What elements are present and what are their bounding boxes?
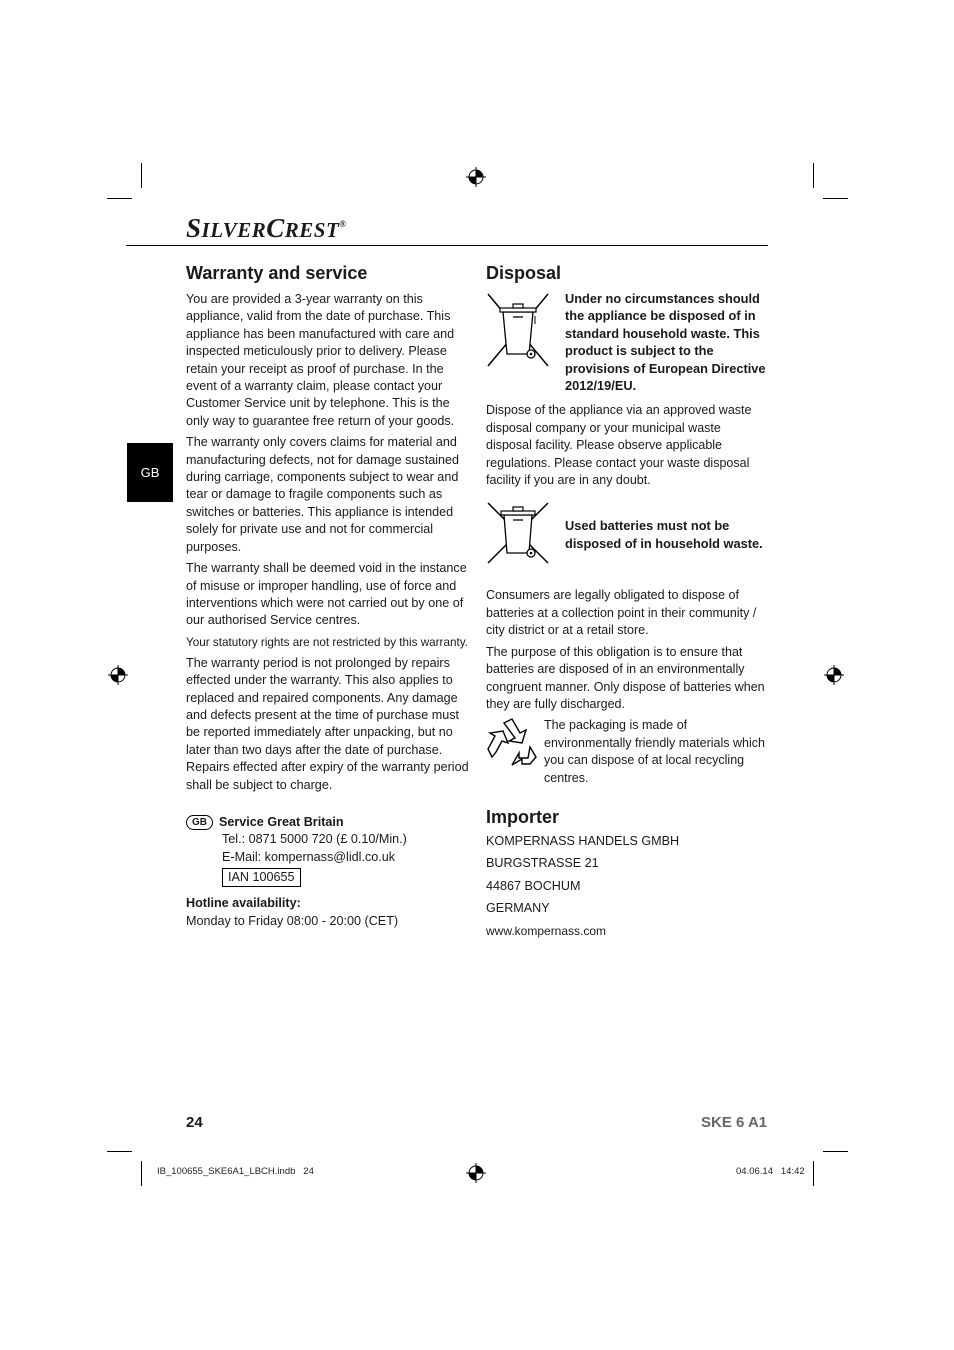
registration-mark-icon — [466, 167, 486, 187]
crop-mark — [813, 163, 814, 188]
packaging-note — [486, 717, 770, 787]
battery-warning-text: Used batteries must not be disposed of in household waste. — [565, 518, 763, 551]
print-slug-date: 04.06.14 14:42 — [736, 1166, 805, 1177]
disposal-paragraph: Dispose of the appliance via an approved waste disposal company or your municipal waste disposal facility. Please observe applicable regulations. Please contact your waste disposal facility if you are in any doubt. — [486, 403, 752, 488]
service-email: E-Mail: kompernass@lidl.co.uk — [222, 849, 396, 864]
language-tab: GB — [127, 443, 173, 502]
importer-title: Importer — [486, 806, 560, 827]
print-slug-file: IB_100655_SKE6A1_LBCH.indb 24 — [157, 1166, 314, 1177]
importer-website: www.kompernass.com — [486, 923, 607, 938]
crossed-bin-icon — [486, 501, 552, 567]
ian-number: IAN 100655 — [222, 868, 301, 887]
model-number: SKE 6 A1 — [701, 1114, 768, 1131]
registration-mark-icon — [824, 665, 844, 685]
crop-mark — [823, 1151, 848, 1152]
importer-line: BURGSTRASSE 21 — [486, 856, 599, 871]
crop-mark — [107, 198, 132, 199]
disposal-warning-text: Under no circumstances should the appliance be disposed of in standard household waste. This product is subject to the provisions of European Directive 2012/19/EU. — [565, 291, 766, 394]
battery-paragraph: Consumers are legally obligated to dispose of batteries at a collection point in their community / city district or at a retail store. — [486, 588, 757, 638]
packaging-text: The packaging is made of environmentally friendly materials which you can dispose of at local recycling centres. — [544, 718, 765, 785]
warranty-paragraph: Your statutory rights are not restricted by this warranty. — [186, 635, 468, 649]
importer-line: GERMANY — [486, 901, 550, 916]
warranty-paragraph: The warranty period is not prolonged by repairs effected under the warranty. This also applies to replaced and repaired components. Any damage and defects present at the time of purchase must be reported immediately after unpacking, but no later than two days after the date of purchase. Repairs effected after expiry of the warranty period shall be subject to charge. — [186, 655, 469, 792]
crop-mark — [141, 163, 142, 188]
warranty-paragraph: The warranty shall be deemed void in the instance of misuse or improper handling, use of force and interventions which were not carried out by one of our authorised Service centres. — [186, 561, 467, 628]
warranty-section — [186, 263, 470, 930]
disposal-section — [486, 263, 770, 944]
brand-logo: SILVERCREST® — [186, 213, 347, 243]
disposal-warning — [486, 290, 770, 394]
importer-line: 44867 BOCHUM — [486, 878, 581, 893]
header-rule — [126, 245, 768, 246]
country-badge: GB — [186, 815, 213, 830]
service-block — [186, 814, 470, 930]
service-heading: Service Great Britain — [219, 814, 344, 829]
warranty-paragraph: The warranty only covers claims for material and manufacturing defects, not for damage sustained during carriage, components subject to wear and tear or damage to fragile components such as switches or batteries. This appliance is intended solely for private use and not for commercial purposes. — [186, 435, 460, 554]
crop-mark — [813, 1161, 814, 1186]
crossed-bin-icon — [486, 292, 552, 370]
crop-mark — [823, 198, 848, 199]
recycling-icon — [486, 717, 538, 767]
hotline-hours: Monday to Friday 08:00 - 20:00 (CET) — [186, 913, 399, 928]
disposal-title: Disposal — [486, 263, 562, 283]
hotline-heading: Hotline availability: — [186, 896, 301, 911]
service-phone: Tel.: 0871 5000 720 (£ 0.10/Min.) — [222, 832, 407, 847]
page-number: 24 — [186, 1114, 203, 1131]
importer-line: KOMPERNASS HANDELS GMBH — [486, 833, 680, 848]
battery-paragraph: The purpose of this obligation is to ensure that batteries are disposed of in an environmentally congruent manner. Only dispose of batteries when they are fully discharged. — [486, 644, 765, 711]
registration-mark-icon — [108, 665, 128, 685]
warranty-paragraph: You are provided a 3-year warranty on this appliance, valid from the date of purchase. This appliance has been manufactured with care and inspected meticulously prior to delivery. Please retain your receipt as proof of purchase. In the event of a warranty claim, please contact your Customer Service unit by telephone. This is the only way to guarantee free return of your goods. — [186, 292, 455, 428]
crop-mark — [107, 1151, 132, 1152]
crop-mark — [141, 1161, 142, 1186]
battery-warning — [486, 501, 770, 567]
warranty-title: Warranty and service — [186, 263, 368, 283]
registration-mark-icon — [466, 1163, 486, 1183]
